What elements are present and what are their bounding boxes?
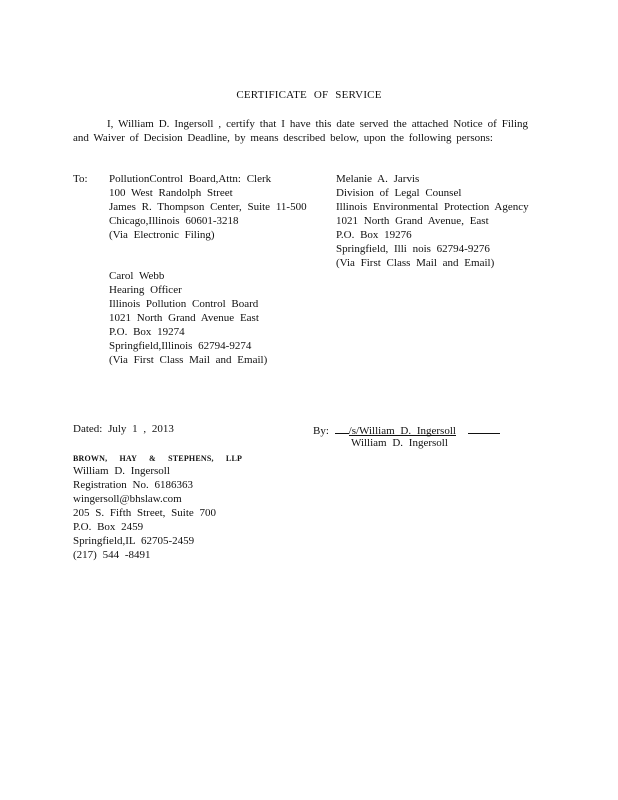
address-line: Illinois Environmental Protection Agency [336,201,529,213]
to-label: To: [73,173,88,185]
address-line: 100 West Randolph Street [109,187,233,199]
signer-name: William D. Ingersoll [351,437,448,449]
signature-underline-right [468,422,500,434]
signature-text: /s/William D. Ingersoll [348,425,456,437]
address-line: James R. Thompson Center, Suite 11-500 [109,201,307,213]
attorney-contact-block [73,464,216,562]
signature-underline-left [335,422,349,434]
address-line: P.O. Box 19276 [336,229,412,241]
address-line: Springfield, Illi nois 62794-9276 [336,243,490,255]
recipient-pollution-control-board [109,172,307,242]
address-line: P.O. Box 19274 [109,326,185,338]
address-line: Springfield,Illinois 62794-9274 [109,340,252,352]
law-firm-name: BROWN, HAY & STEPHENS, LLP [73,454,243,463]
address-line: Division of Legal Counsel [336,187,462,199]
delivery-method: (Via Electronic Filing) [109,229,215,241]
address-line: 1021 North Grand Avenue, East [336,215,489,227]
address-line: Melanie A. Jarvis [336,173,420,185]
registration-number: Registration No. 6186363 [73,479,193,491]
delivery-method: (Via First Class Mail and Email) [336,257,495,269]
address-line: PollutionControl Board,Attn: Clerk [109,173,272,185]
phone-number: (217) 544 -8491 [73,549,151,561]
recipient-illinois-epa [336,172,529,270]
email-address: wingersoll@bhslaw.com [73,493,182,505]
date-line: Dated: July 1 , 2013 [73,423,174,435]
document-title: CERTIFICATE OF SERVICE [236,89,382,101]
address-line: Carol Webb [109,270,165,282]
recipient-hearing-officer [109,269,267,367]
address-line: Hearing Officer [109,284,182,296]
certification-paragraph: I, William D. Ingersoll , certify that I have this date served the attached Notice of Filing and Waiver of Decision Deadline, by means described below, upon the following persons: [73,118,528,144]
by-label: By: [313,425,329,437]
po-box: P.O. Box 2459 [73,521,144,533]
address-line: 1021 North Grand Avenue East [109,312,259,324]
city-state-zip: Springfield,IL 62705-2459 [73,535,195,547]
attorney-name: William D. Ingersoll [73,465,170,477]
street-address: 205 S. Fifth Street, Suite 700 [73,507,217,519]
delivery-method: (Via First Class Mail and Email) [109,354,268,366]
address-line: Illinois Pollution Control Board [109,298,259,310]
address-line: Chicago,Illinois 60601-3218 [109,215,239,227]
